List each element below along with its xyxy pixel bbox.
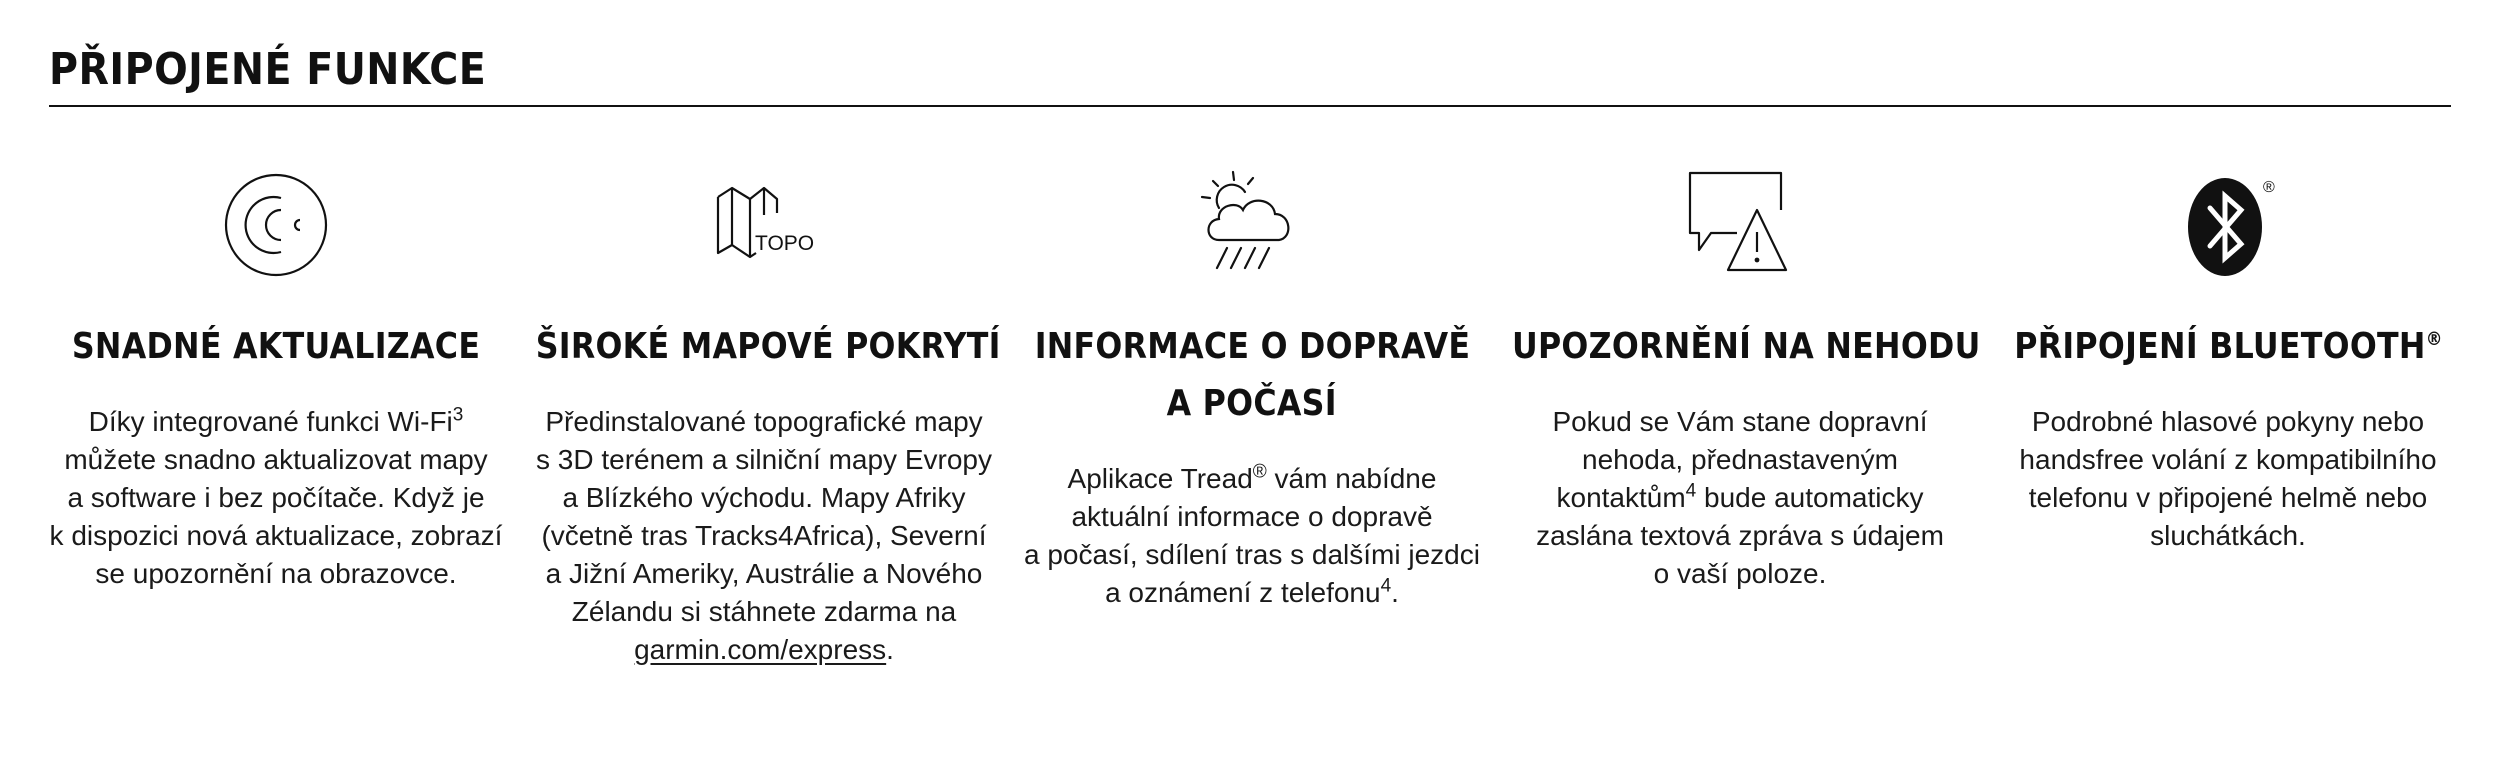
- description-line: Díky integrované funkci Wi-Fi$^3$: [88, 404, 464, 437]
- description-line: (včetně tras Tracks4Africa), Severní: [541, 520, 987, 551]
- description-line: Aplikace Tread® vám nabídne: [1067, 461, 1437, 494]
- description-line: můžete snadno aktualizovat mapy: [64, 444, 488, 475]
- feature-title: SNADNÉ AKTUALIZACE: [71, 326, 481, 367]
- description-line: zaslána textová zpráva s údajem: [1536, 520, 1944, 551]
- registered-mark: ®: [2263, 179, 2275, 196]
- description-line: o vaší poloze.: [1653, 558, 1827, 589]
- topo-label: TOPO: [755, 232, 815, 255]
- description-line: Zélandu si stáhnete zdarma na: [571, 596, 957, 627]
- feature-title: INFORMACE O DOPRAVĚ A POČASÍ: [1034, 326, 1470, 424]
- description-line: se upozornění na obrazovce.: [95, 558, 457, 589]
- feature-incident-notification: [1500, 0, 1980, 781]
- feature-traffic-weather: [1012, 0, 1492, 781]
- description-line: Pokud se Vám stane dopravní: [1552, 406, 1928, 437]
- feature-description: [1002, 460, 1502, 612]
- description-line: s 3D terénem a silniční mapy Evropy: [536, 444, 992, 475]
- description-line: a software i bez počítače. Když je: [67, 482, 485, 513]
- page-title: PŘIPOJENÉ FUNKCE: [49, 44, 487, 95]
- description-line: handsfree volání z kompatibilního: [2019, 444, 2437, 475]
- description-line: garmin.com/express.: [634, 634, 894, 665]
- description-line: sluchátkách.: [2150, 520, 2306, 551]
- description-line: nehoda, přednastaveným: [1582, 444, 1898, 475]
- description-line: a Blízkého východu. Mapy Afriky: [562, 482, 966, 513]
- description-line: aktuální informace o dopravě: [1071, 501, 1433, 532]
- description-line: Podrobné hlasové pokyny nebo: [2031, 406, 2425, 437]
- feature-map-coverage: [524, 0, 1004, 781]
- feature-title: UPOZORNĚNÍ NA NEHODU: [1511, 326, 1981, 367]
- garmin-express-link[interactable]: garmin.com/express: [634, 634, 887, 665]
- description-line: a Jižní Ameriky, Austrálie a Nového: [545, 558, 983, 589]
- weather-icon: [1197, 170, 1307, 280]
- description-line: Předinstalované topografické mapy: [545, 406, 983, 437]
- feature-description: [1978, 403, 2478, 555]
- description-line: k dispozici nová aktualizace, zobrazí: [49, 520, 503, 551]
- feature-title: ŠIROKÉ MAPOVÉ POKRYTÍ: [535, 326, 1001, 367]
- wifi-update-icon: [221, 170, 331, 280]
- feature-easy-updates: [36, 0, 516, 781]
- incident-alert-icon: [1685, 170, 1795, 280]
- feature-bluetooth: [1988, 0, 2468, 781]
- feature-title: PŘIPOJENÍ BLUETOOTH®: [2013, 326, 2443, 367]
- topo-map-icon: [704, 185, 824, 275]
- feature-description: [26, 403, 526, 593]
- description-line: kontaktům$^4$ bude automaticky: [1556, 480, 1924, 513]
- feature-description: [1490, 403, 1990, 593]
- description-line: a počasí, sdílení tras s dalšími jezdci: [1024, 539, 1480, 570]
- description-line: telefonu v připojené helmě nebo: [2028, 482, 2428, 513]
- bluetooth-icon: [2173, 170, 2283, 280]
- feature-description: [514, 403, 1014, 669]
- description-line: a oznámení z telefonu$^4$.: [1105, 575, 1399, 608]
